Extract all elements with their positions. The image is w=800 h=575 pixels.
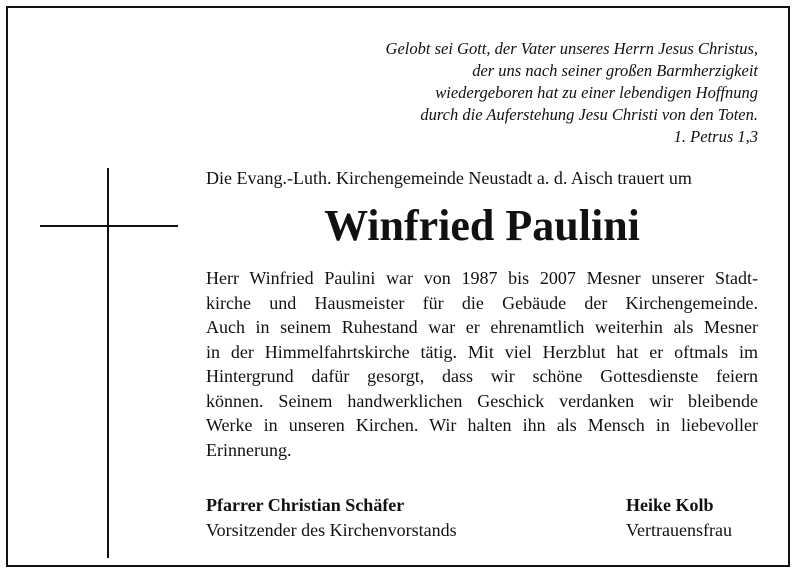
tribute-line: Herr Winfried Paulini war von 1987 bis 2007 Mesner unserer Stadt-	[206, 268, 758, 288]
verse-line: wiedergeboren hat zu einer lebendigen Hoffnung	[435, 83, 758, 102]
signature-pastor	[206, 493, 457, 542]
deceased-name: Winfried Paulini	[324, 201, 640, 250]
mourning-intro: Die Evang.-Luth. Kirchengemeinde Neustadt a. d. Aisch trauert um	[206, 168, 692, 188]
tribute-line: Erinnerung.	[206, 439, 292, 460]
signature-role: Vorsitzender des Kirchenvorstands	[206, 519, 457, 540]
cross-horizontal-bar	[40, 225, 178, 227]
tribute-line: Hintergrund dafür gesorgt, dass wir schöne Gottesdienste feiern	[206, 366, 758, 386]
tribute-line: Auch in seinem Ruhestand war er ehrenamtlich weiterhin als Mesner	[206, 317, 758, 337]
signature-role: Vertrauensfrau	[626, 519, 732, 540]
tribute-text	[206, 266, 758, 462]
verse-reference: 1. Petrus 1,3	[673, 127, 758, 146]
verse-line: Gelobt sei Gott, der Vater unseres Herrn Jesus Christus,	[385, 39, 758, 58]
verse-line: der uns nach seiner großen Barmherzigkeit	[472, 61, 758, 80]
signature-name: Heike Kolb	[626, 495, 714, 515]
verse-line: durch die Auferstehung Jesu Christi von den Toten.	[420, 105, 758, 124]
bible-verse	[198, 38, 758, 148]
tribute-line: kirche und Hausmeister für die Gebäude der Kirchengemeinde.	[206, 292, 758, 313]
tribute-line: in der Himmelfahrtskirche tätig. Mit viel Herzblut hat er oftmals im	[206, 341, 758, 362]
tribute-line: können. Seinem handwerklichen Geschick verdanken wir bleibende	[206, 390, 758, 411]
signature-trustee	[626, 493, 732, 542]
tribute-line: Werke in unseren Kirchen. Wir halten ihn als Mensch in liebevoller	[206, 415, 758, 435]
signature-name: Pfarrer Christian Schäfer	[206, 495, 405, 515]
